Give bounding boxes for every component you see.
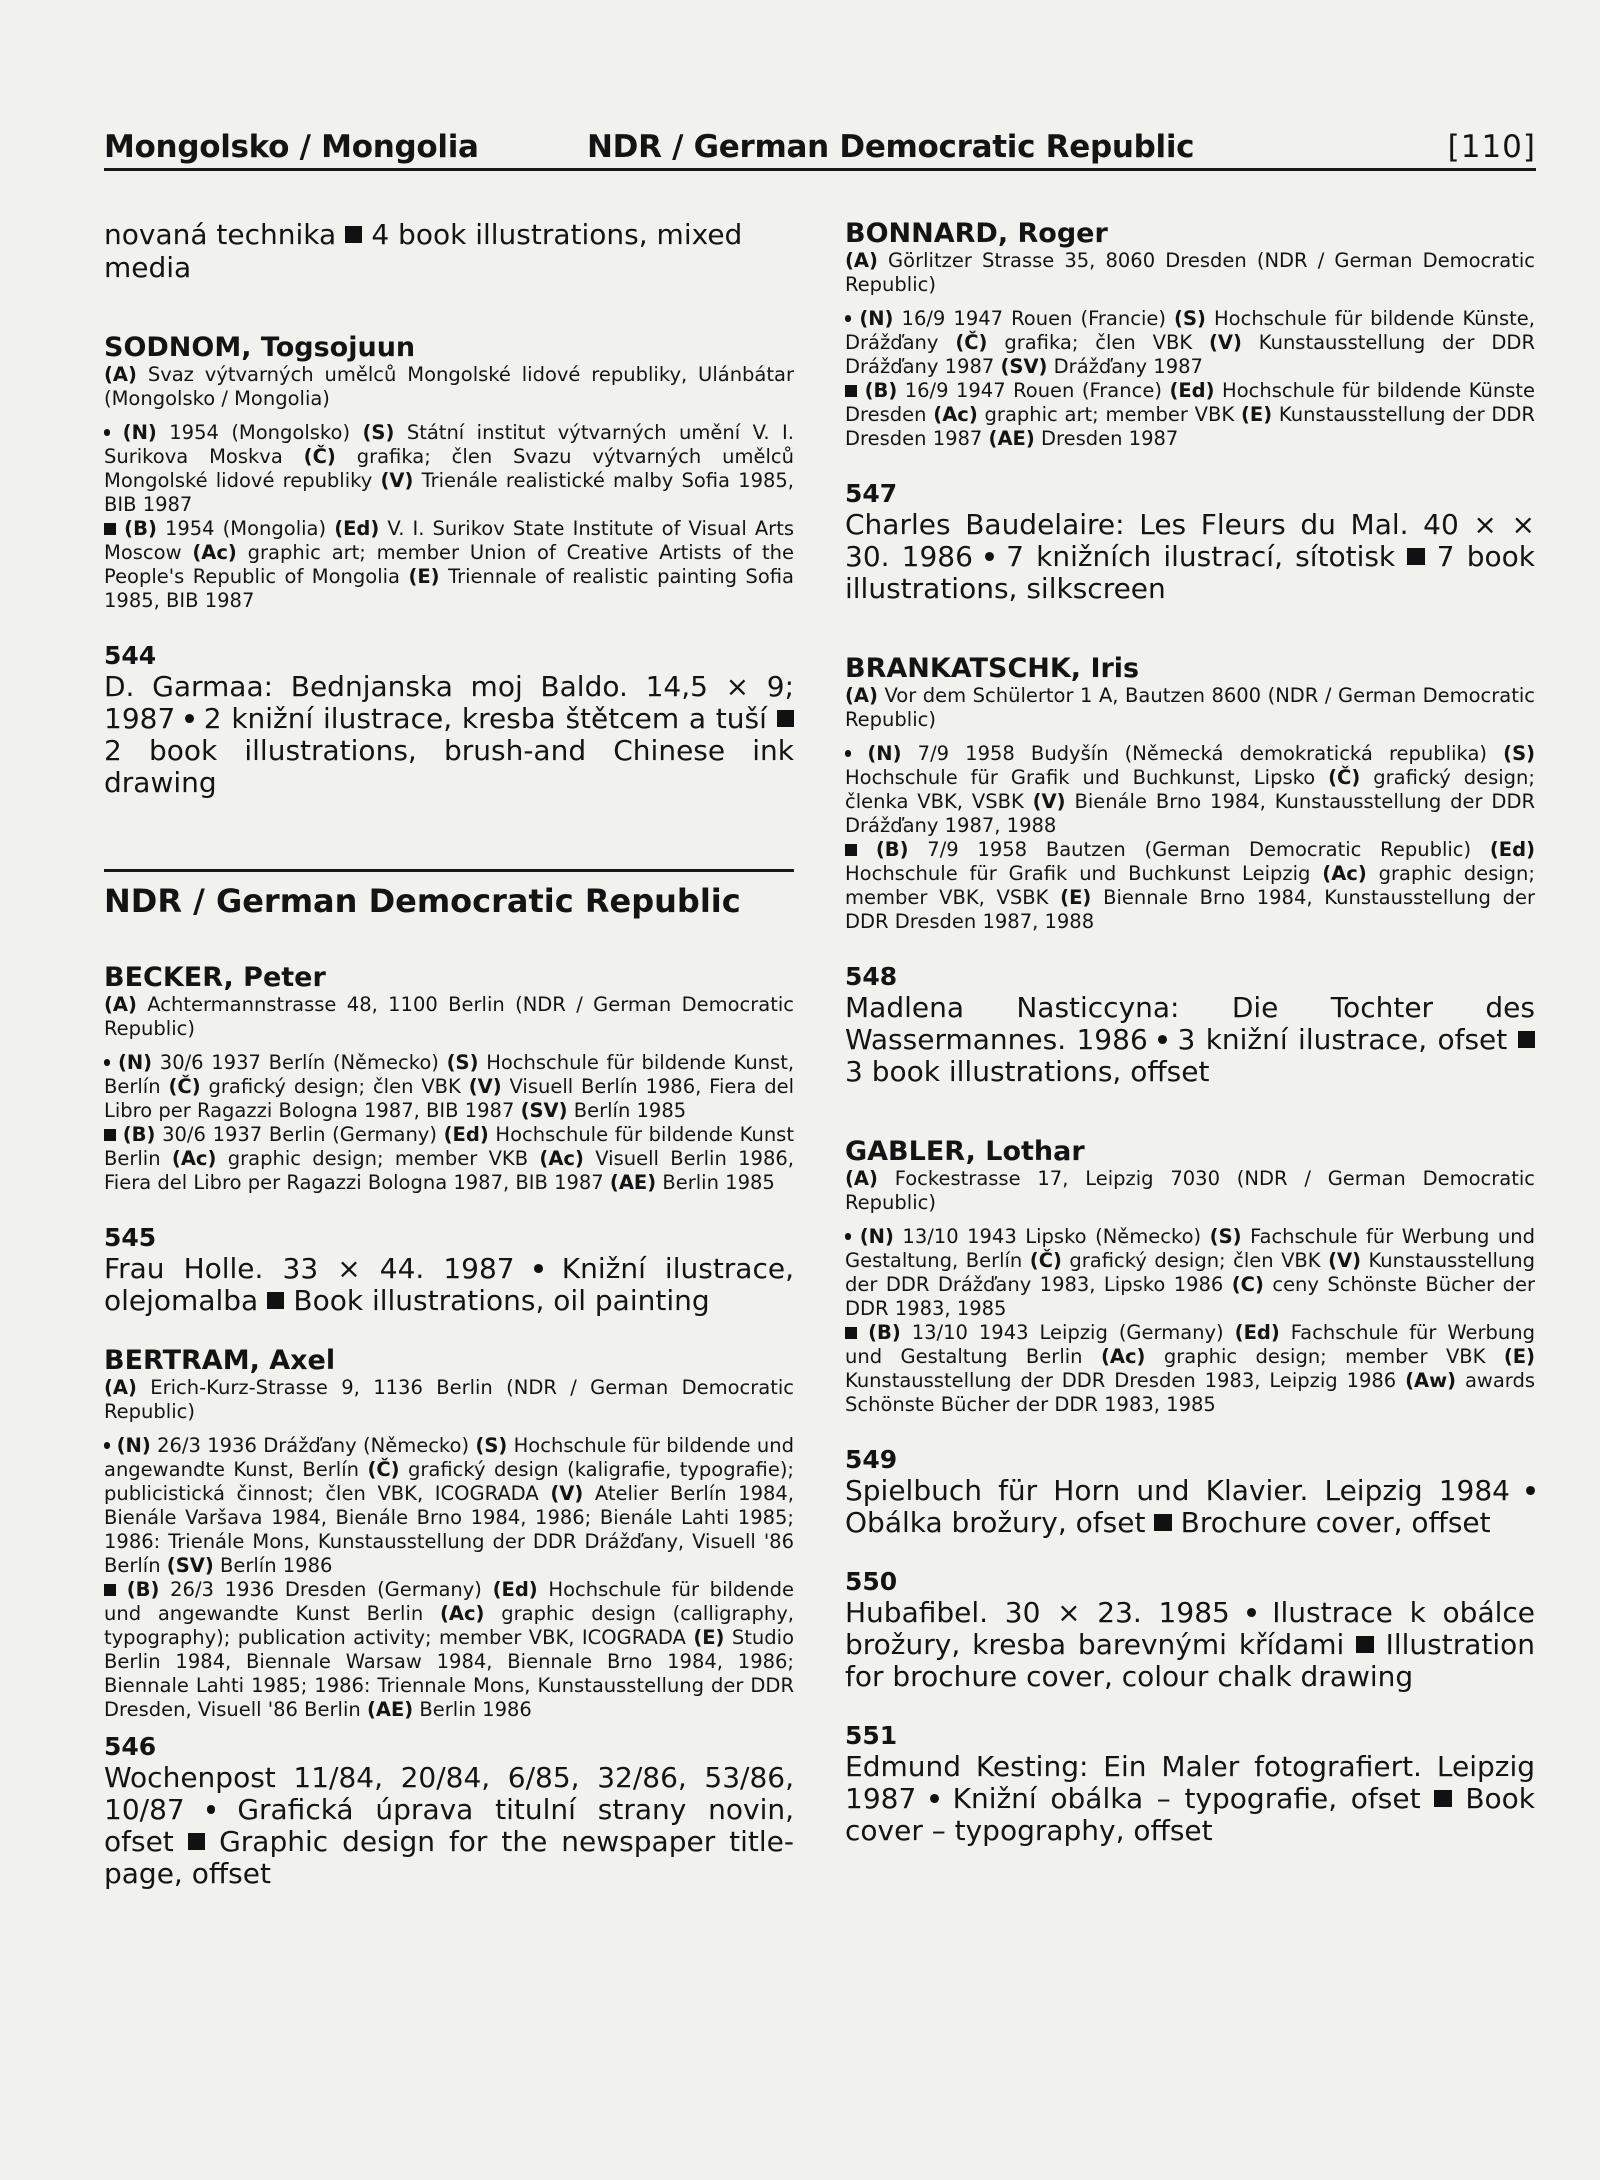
bio-key: (V) bbox=[468, 1075, 502, 1098]
english-marker-icon bbox=[345, 226, 362, 243]
artwork-entry bbox=[845, 479, 1535, 605]
address-label: (A) bbox=[845, 249, 878, 272]
czech-marker-icon bbox=[104, 1442, 110, 1448]
bio-key: (Č) bbox=[367, 1458, 400, 1481]
bio-key: (S) bbox=[1174, 307, 1206, 330]
czech-marker-icon bbox=[845, 315, 851, 321]
english-marker-icon bbox=[1434, 1790, 1451, 1807]
bio-key: (Ac) bbox=[1100, 1345, 1146, 1368]
artist-entry bbox=[104, 332, 794, 613]
bio-text: 1954 (Mongolia) bbox=[164, 517, 327, 540]
bio-key: (N) bbox=[116, 1434, 151, 1457]
bio-key: (N) bbox=[117, 1051, 153, 1074]
bio-key: (Č) bbox=[303, 445, 336, 468]
header-left-title: Mongolsko / Mongolia bbox=[104, 129, 479, 165]
artist-address bbox=[845, 1167, 1535, 1215]
spacer bbox=[104, 1424, 794, 1434]
artwork-desc-cz: Ilustrace k obálce brožury, kresba barevnými křídami bbox=[845, 1596, 1536, 1661]
continued-en: 4 book illustrations, mixed media bbox=[104, 218, 743, 284]
artist-name: BRANKATSCHK, Iris bbox=[845, 653, 1140, 684]
bio-text: 7/9 1958 Bautzen (German Democratic Republic) bbox=[927, 838, 1472, 861]
artwork-desc-cz: Grafická úprava titulní strany novin, ofset bbox=[104, 1793, 795, 1858]
bio-text: Biennale Brno 1984, Kunstausstellung der DDR Dresden 1987, 1988 bbox=[845, 886, 1535, 933]
bio-key: (B) bbox=[864, 379, 898, 402]
artwork-desc-en: Book illustrations, oil painting bbox=[293, 1284, 710, 1317]
bio-text: Hochschule für bildende Künste, Drážďany bbox=[845, 307, 1535, 354]
bio-text: graphic design; member VBK, VSBK bbox=[845, 862, 1535, 909]
bio-text: Fachschule für Werbung und Gestaltung Berlin bbox=[845, 1321, 1536, 1368]
artist-address bbox=[845, 249, 1535, 297]
czech-marker-icon bbox=[845, 1233, 851, 1239]
address-label: (A) bbox=[104, 993, 137, 1016]
artwork-desc-cz: Knižní ilustrace, olejomalba bbox=[104, 1252, 794, 1317]
bio-key: (Aw) bbox=[1405, 1369, 1457, 1392]
artist-entry bbox=[845, 218, 1535, 451]
english-marker-icon bbox=[267, 1292, 284, 1309]
english-marker-icon bbox=[845, 385, 857, 397]
artwork-entry bbox=[845, 1721, 1535, 1847]
bio-key: (Ac) bbox=[439, 1602, 485, 1625]
bio-key: (Ac) bbox=[192, 541, 237, 564]
catalogue-number: 546 bbox=[104, 1732, 157, 1761]
bio-key: (Ed) bbox=[1234, 1321, 1280, 1344]
english-marker-icon bbox=[1407, 548, 1424, 565]
address-text: Achtermannstrasse 48, 1100 Berlin (NDR / German Democratic Republic) bbox=[104, 993, 794, 1040]
english-marker-icon bbox=[1154, 1514, 1171, 1531]
czech-marker-icon bbox=[1158, 1035, 1167, 1044]
bio-key: (AE) bbox=[988, 427, 1035, 450]
catalogue-number: 550 bbox=[845, 1567, 898, 1596]
bio-cz bbox=[104, 1434, 794, 1578]
address-label: (A) bbox=[845, 684, 878, 707]
bio-cz bbox=[104, 421, 794, 517]
bio-text: Kunstausstellung der DDR Dresden 1983, Leipzig 1986 bbox=[845, 1369, 1397, 1392]
bio-key: (B) bbox=[124, 517, 157, 540]
bio-key: (Ac) bbox=[933, 403, 978, 426]
bio-key: (SV) bbox=[1000, 355, 1048, 378]
artwork-description bbox=[104, 1253, 794, 1317]
bio-key: (N) bbox=[867, 742, 902, 765]
artwork-entry bbox=[845, 1445, 1535, 1539]
bio-key: (Ed) bbox=[1169, 379, 1215, 402]
bio-key: (N) bbox=[122, 421, 157, 444]
artwork-description bbox=[845, 1751, 1535, 1847]
bio-text: Bienále Brno 1984, Kunstausstellung der DDR Drážďany 1987, 1988 bbox=[845, 790, 1536, 837]
bio-key: (B) bbox=[875, 838, 909, 861]
artwork-title: Madlena Nasticcyna: Die Tochter des Wassermannes. 1986 bbox=[845, 991, 1535, 1056]
bio-key: (Ac) bbox=[539, 1147, 584, 1170]
catalogue-number: 547 bbox=[845, 479, 898, 508]
catalogue-number: 544 bbox=[104, 641, 157, 670]
english-marker-icon bbox=[1356, 1636, 1373, 1653]
czech-marker-icon bbox=[985, 552, 994, 561]
artist-name: BECKER, Peter bbox=[104, 962, 326, 993]
bio-text: awards Schönste Bücher der DDR 1983, 1985 bbox=[845, 1369, 1536, 1416]
artist-name: GABLER, Lothar bbox=[845, 1136, 1085, 1167]
bio-en bbox=[845, 379, 1535, 451]
artwork-desc-cz: Knižní obálka – typografie, ofset bbox=[952, 1782, 1421, 1815]
bio-key: (Č) bbox=[168, 1075, 201, 1098]
bio-key: (N) bbox=[859, 1225, 894, 1248]
bio-text: Berlín 1985 bbox=[573, 1099, 687, 1122]
spacer bbox=[104, 411, 794, 421]
address-text: Erich-Kurz-Strasse 9, 1136 Berlin (NDR / German Democratic Republic) bbox=[104, 1376, 794, 1423]
bio-text: 16/9 1947 Rouen (France) bbox=[904, 379, 1162, 402]
bio-text: Státní institut výtvarných umění V. I. Surikova Moskva bbox=[104, 421, 795, 468]
bio-text: graphic design (calligraphy, typography); publication activity; member VBK, ICOGRADA bbox=[104, 1602, 794, 1649]
bio-en bbox=[845, 838, 1535, 934]
section-title: NDR / German Democratic Republic bbox=[104, 869, 794, 924]
english-marker-icon bbox=[777, 710, 794, 727]
artwork-desc-cz: 7 knižních ilustrací, sítotisk bbox=[1006, 540, 1396, 573]
czech-marker-icon bbox=[1247, 1608, 1256, 1617]
spacer bbox=[845, 732, 1535, 742]
artist-name: BONNARD, Roger bbox=[845, 218, 1108, 249]
bio-key: (S) bbox=[362, 421, 395, 444]
bio-text: Atelier Berlín 1984, Bienále Varšava 1984, Bienále Brno 1984, 1986; Bienále Lahti 1985; 1986: Trienále Mons, Kunstausstellung der DDR Drážďany, Visuell '86 Berlín bbox=[104, 1482, 795, 1577]
bio-text: grafický design; člen VBK bbox=[208, 1075, 461, 1098]
bio-text: 7/9 1958 Budyšín (Německá demokratická republika) bbox=[917, 742, 1488, 765]
english-marker-icon bbox=[104, 1584, 116, 1596]
czech-marker-icon bbox=[534, 1264, 543, 1273]
catalogue-number: 548 bbox=[845, 962, 898, 991]
english-marker-icon bbox=[845, 1327, 857, 1339]
bio-key: (V) bbox=[1328, 1249, 1361, 1272]
bio-text: 1954 (Mongolsko) bbox=[169, 421, 351, 444]
bio-en bbox=[845, 1321, 1535, 1417]
bio-key: (Č) bbox=[955, 331, 988, 354]
artwork-title: Charles Baudelaire: Les Fleurs du Mal. 40 × × 30. 1986 bbox=[845, 508, 1535, 573]
page-header bbox=[104, 126, 1536, 171]
bio-key: (SV) bbox=[520, 1099, 568, 1122]
bio-text: Trienále realistické malby Sofia 1985, BIB 1987 bbox=[104, 469, 794, 516]
artwork-title: Spielbuch für Horn und Klavier. Leipzig 1984 bbox=[845, 1474, 1510, 1507]
bio-key: (B) bbox=[122, 1123, 156, 1146]
artwork-entry bbox=[845, 962, 1535, 1088]
artwork-title: Frau Holle. 33 × 44. 1987 bbox=[104, 1252, 515, 1285]
artwork-desc-en: 7 book illustrations, silkscreen bbox=[845, 540, 1535, 605]
address-text: Görlitzer Strasse 35, 8060 Dresden (NDR / German Democratic Republic) bbox=[845, 249, 1536, 296]
czech-marker-icon bbox=[104, 429, 110, 435]
bio-key: (B) bbox=[868, 1321, 901, 1344]
english-marker-icon bbox=[1518, 1031, 1535, 1048]
bio-key: (S) bbox=[475, 1434, 508, 1457]
bio-text: Hochschule für Grafik und Buchkunst Leipzig bbox=[845, 862, 1311, 885]
artist-address bbox=[845, 684, 1535, 732]
english-marker-icon bbox=[845, 844, 857, 856]
bio-key: (Ac) bbox=[171, 1147, 217, 1170]
bio-text: Kunstausstellung der DDR Dresden 1987 bbox=[845, 403, 1535, 450]
continued-entry bbox=[104, 218, 794, 284]
bio-text: Berlín 1986 bbox=[219, 1554, 333, 1577]
artist-entry bbox=[104, 1345, 794, 1722]
bio-text: 30/6 1937 Berlin (Germany) bbox=[162, 1123, 437, 1146]
artwork-entry bbox=[104, 1223, 794, 1317]
bio-key: (Ed) bbox=[334, 517, 380, 540]
spacer bbox=[104, 1041, 794, 1051]
artist-entry bbox=[845, 653, 1535, 934]
left-column bbox=[104, 218, 794, 1890]
bio-key: (N) bbox=[859, 307, 894, 330]
catalogue-number: 545 bbox=[104, 1223, 157, 1252]
artist-entry bbox=[845, 1136, 1535, 1417]
artwork-desc-en: 3 book illustrations, offset bbox=[845, 1055, 1210, 1088]
english-marker-icon bbox=[104, 523, 116, 535]
bio-text: grafika; člen VBK bbox=[1004, 331, 1193, 354]
english-marker-icon bbox=[188, 1833, 205, 1850]
bio-text: Visuell Berlín 1986, Fiera del Libro per Ragazzi Bologna 1987, BIB 1987 bbox=[104, 1075, 795, 1122]
bio-text: Hochschule für bildende Kunst, Berlín bbox=[104, 1051, 795, 1098]
artwork-description bbox=[104, 671, 794, 799]
bio-text: grafický design; člen VBK bbox=[1069, 1249, 1321, 1272]
bio-key: (E) bbox=[1240, 403, 1273, 426]
artwork-description bbox=[845, 509, 1535, 605]
bio-text: ceny Schönste Bücher der DDR 1983, 1985 bbox=[845, 1273, 1535, 1320]
bio-text: Hochschule für bildende Künste Dresden bbox=[845, 379, 1536, 426]
bio-text: Triennale of realistic painting Sofia 1985, BIB 1987 bbox=[104, 565, 794, 612]
bio-key: (E) bbox=[1503, 1345, 1536, 1368]
bio-key: (E) bbox=[408, 565, 440, 588]
bio-text: 16/9 1947 Rouen (Francie) bbox=[901, 307, 1166, 330]
bio-text: graphic design; member VKB bbox=[227, 1147, 529, 1170]
address-text: Fockestrasse 17, Leipzig 7030 (NDR / German Democratic Republic) bbox=[845, 1167, 1535, 1214]
artist-name: BERTRAM, Axel bbox=[104, 1345, 336, 1376]
bio-text: Studio Berlin 1984, Biennale Warsaw 1984, Biennale Brno 1984, 1986; Biennale Lahti 1985; 1986: Triennale Mons, Kunstausstellung der DDR Dresden, Visuell '86 Berlin bbox=[104, 1626, 795, 1721]
bio-text: Dresden 1987 bbox=[1040, 427, 1179, 450]
bio-text: Drážďany 1987 bbox=[1053, 355, 1203, 378]
artwork-desc-cz: 2 knižní ilustrace, kresba štětcem a tuší bbox=[203, 702, 767, 735]
continued-cz: novaná technika bbox=[104, 218, 337, 251]
artwork-title: D. Garmaa: Bednjanska moj Baldo. 14,5 × 9; 1987 bbox=[104, 670, 794, 735]
bio-text: Hochschule für bildende und angewandte Kunst Berlin bbox=[104, 1578, 795, 1625]
catalogue-number: 549 bbox=[845, 1445, 898, 1474]
bio-key: (Ed) bbox=[492, 1578, 538, 1601]
artwork-desc-en: 2 book illustrations, brush-and Chinese ink drawing bbox=[104, 734, 794, 799]
artwork-desc-en: Illustration for brochure cover, colour chalk drawing bbox=[845, 1628, 1536, 1693]
bio-key: (Č) bbox=[1029, 1249, 1062, 1272]
right-column bbox=[845, 218, 1535, 1847]
artwork-title: Hubafibel. 30 × 23. 1985 bbox=[845, 1596, 1230, 1629]
artist-address bbox=[104, 1376, 794, 1424]
bio-text: Kunstausstellung der DDR Drážďany 1987 bbox=[845, 331, 1535, 378]
artwork-title: Edmund Kesting: Ein Maler fotografiert. Leipzig 1987 bbox=[845, 1750, 1535, 1815]
czech-marker-icon bbox=[845, 750, 851, 756]
artwork-desc-cz: 3 knižní ilustrace, ofset bbox=[1177, 1023, 1508, 1056]
bio-text: 30/6 1937 Berlín (Německo) bbox=[159, 1051, 439, 1074]
artist-address bbox=[104, 363, 794, 411]
address-text: Svaz výtvarných umělců Mongolské lidové republiky, Ulánbátar (Mongolsko / Mongolia) bbox=[104, 363, 794, 410]
artwork-description bbox=[845, 1475, 1535, 1539]
czech-marker-icon bbox=[104, 1059, 110, 1065]
bio-en bbox=[104, 517, 794, 613]
bio-text: graphic art; member VBK bbox=[984, 403, 1235, 426]
bio-text: 26/3 1936 Drážďany (Německo) bbox=[157, 1434, 470, 1457]
artwork-description bbox=[104, 1762, 794, 1890]
artwork-desc-cz: Obálka brožury, ofset bbox=[845, 1506, 1146, 1539]
artwork-entry bbox=[104, 1732, 794, 1890]
artist-entry bbox=[104, 962, 794, 1195]
artwork-entry bbox=[845, 1567, 1535, 1693]
bio-cz bbox=[845, 1225, 1535, 1321]
bio-key: (S) bbox=[446, 1051, 479, 1074]
bio-text: Hochschule für Grafik und Buchkunst, Lipsko bbox=[845, 766, 1316, 789]
bio-key: (B) bbox=[126, 1578, 160, 1601]
artwork-desc-en: Brochure cover, offset bbox=[1180, 1506, 1491, 1539]
artwork-description bbox=[845, 1597, 1535, 1693]
artwork-entry bbox=[104, 641, 794, 799]
bio-key: (V) bbox=[1032, 790, 1066, 813]
czech-marker-icon bbox=[207, 1805, 216, 1814]
bio-text: V. I. Surikov State Institute of Visual Arts Moscow bbox=[104, 517, 794, 564]
bio-key: (V) bbox=[550, 1482, 584, 1505]
bio-text: grafický design; členka VBK, VSBK bbox=[845, 766, 1535, 813]
catalogue-number: 551 bbox=[845, 1721, 898, 1750]
bio-en bbox=[104, 1578, 794, 1722]
bio-key: (AE) bbox=[609, 1171, 657, 1194]
czech-marker-icon bbox=[1526, 1486, 1535, 1495]
bio-key: (V) bbox=[1208, 331, 1242, 354]
bio-text: Berlin 1985 bbox=[662, 1171, 775, 1194]
bio-key: (S) bbox=[1209, 1225, 1242, 1248]
artwork-title: Wochenpost 11/84, 20/84, 6/85, 32/86, 53/86, 10/87 bbox=[104, 1761, 794, 1826]
spacer bbox=[845, 297, 1535, 307]
address-text: Vor dem Schülertor 1 A, Bautzen 8600 (NDR / German Democratic Republic) bbox=[845, 684, 1535, 731]
bio-key: (Č) bbox=[1328, 766, 1361, 789]
bio-text: 13/10 1943 Lipsko (Německo) bbox=[902, 1225, 1202, 1248]
czech-marker-icon bbox=[185, 714, 194, 723]
artwork-desc-en: Graphic design for the newspaper title-page, offset bbox=[104, 1825, 795, 1890]
bio-key: (S) bbox=[1503, 742, 1536, 765]
bio-en bbox=[104, 1123, 794, 1195]
english-marker-icon bbox=[104, 1129, 116, 1141]
bio-key: (SV) bbox=[166, 1554, 214, 1577]
bio-text: graphic art; member Union of Creative Artists of the People's Republic of Mongolia bbox=[104, 541, 795, 588]
bio-key: (V) bbox=[380, 469, 414, 492]
bio-text: 13/10 1943 Leipzig (Germany) bbox=[911, 1321, 1224, 1344]
artist-name: SODNOM, Togsojuun bbox=[104, 332, 416, 363]
artist-address bbox=[104, 993, 794, 1041]
page-number: [110] bbox=[1447, 129, 1536, 165]
bio-key: (Ed) bbox=[443, 1123, 489, 1146]
bio-cz bbox=[104, 1051, 794, 1123]
bio-text: grafický design (kaligrafie, typografie); publicistická činnost; člen VBK, ICOGRADA bbox=[104, 1458, 795, 1505]
bio-key: (AE) bbox=[366, 1698, 414, 1721]
artwork-description bbox=[845, 992, 1535, 1088]
bio-key: (C) bbox=[1231, 1273, 1264, 1296]
bio-text: 26/3 1936 Dresden (Germany) bbox=[170, 1578, 482, 1601]
bio-text: Hochschule für bildende und angewandte Kunst, Berlín bbox=[104, 1434, 795, 1481]
bio-cz bbox=[845, 742, 1535, 838]
address-label: (A) bbox=[845, 1167, 878, 1190]
bio-text: graphic design; member VBK bbox=[1163, 1345, 1486, 1368]
bio-key: (E) bbox=[693, 1626, 725, 1649]
address-label: (A) bbox=[104, 363, 137, 386]
czech-marker-icon bbox=[930, 1794, 939, 1803]
bio-text: Kunstausstellung der DDR Drážďany 1983, Lipsko 1986 bbox=[845, 1249, 1536, 1296]
artwork-desc-en: Book cover – typography, offset bbox=[845, 1782, 1536, 1847]
bio-text: Fachschule für Werbung und Gestaltung, Berlín bbox=[845, 1225, 1536, 1272]
bio-text: Berlin 1986 bbox=[419, 1698, 532, 1721]
bio-text: grafika; člen Svazu výtvarných umělců Mongolské lidové republiky bbox=[104, 445, 794, 492]
bio-text: Visuell Berlin 1986, Fiera del Libro per Ragazzi Bologna 1987, BIB 1987 bbox=[104, 1147, 794, 1194]
spacer bbox=[845, 1215, 1535, 1225]
bio-key: (Ed) bbox=[1489, 838, 1535, 861]
header-middle-title: NDR / German Democratic Republic bbox=[587, 129, 1195, 165]
bio-key: (E) bbox=[1060, 886, 1092, 909]
bio-cz bbox=[845, 307, 1535, 379]
bio-key: (Ac) bbox=[1322, 862, 1367, 885]
address-label: (A) bbox=[104, 1376, 137, 1399]
bio-text: Hochschule für bildende Kunst Berlin bbox=[104, 1123, 794, 1170]
